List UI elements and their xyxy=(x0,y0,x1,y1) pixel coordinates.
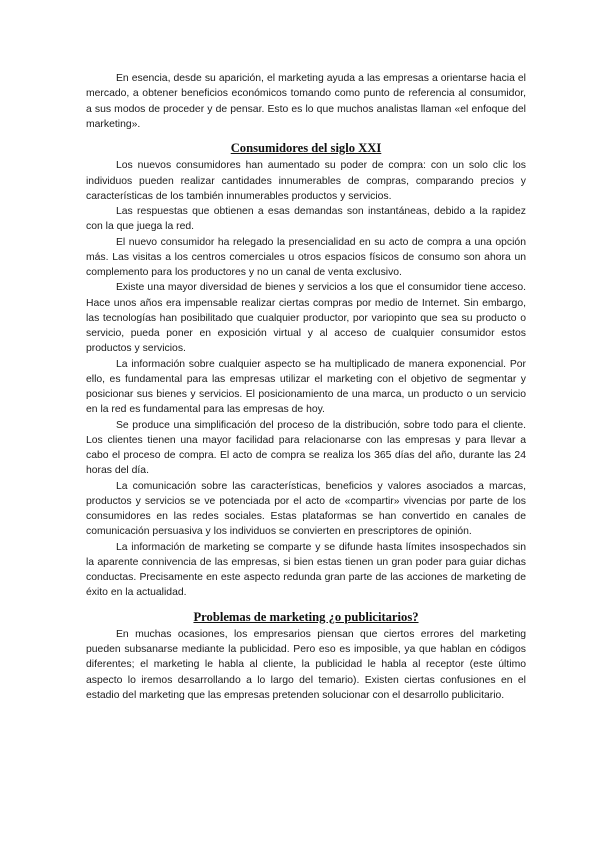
document-body xyxy=(86,71,526,703)
paragraph: La información sobre cualquier aspecto se ha multiplicado de manera exponencial. Por ello, es fundamental para las empresas utilizar el marketing con el objetivo de segmentar y posicionar sus bienes y servicios. El posicionamiento de una marca, un producto o un servicio en la red es fundamental para las empresas de hoy. xyxy=(86,358,526,416)
paragraph: En muchas ocasiones, los empresarios piensan que ciertos errores del marketing pueden subsanarse mediante la publicidad. Pero eso es imposible, ya que hablan en códigos diferentes; el marketing le habla al cliente, la publicidad le habla al receptor (este último aspecto lo iremos desarrollando a lo largo del temario). Existen ciertas confusiones en el estadio del marketing que las empresas pretenden solucionar con el desarrollo publicitario. xyxy=(86,628,526,701)
intro-paragraph: En esencia, desde su aparición, el marketing ayuda a las empresas a orientarse hacia el mercado, a obtener beneficios económicos tomando como punto de referencia al consumidor, a sus modos de proceder y de pensar. Esto es lo que muchos analistas llaman «el enfoque del marketing». xyxy=(86,73,526,130)
section-heading-problemas: Problemas de marketing ¿o publicitarios? xyxy=(193,609,419,624)
paragraph: Las respuestas que obtienen a esas demandas son instantáneas, debido a la rapidez con la que juega la red. xyxy=(86,206,526,233)
paragraph: Se produce una simplificación del proceso de la distribución, sobre todo para el cliente. Los clientes tienen una mayor facilidad para relacionarse con las empresas y para llevar a cabo el proceso de compra. El acto de compra se realiza los 365 días del año, durante las 24 horas del día. xyxy=(86,419,526,477)
paragraph: Los nuevos consumidores han aumentado su poder de compra: con un solo clic los individuos pueden realizar cantidades innumerables de compras, comparando precios y características de los también innumerables productos y servicios. xyxy=(86,160,526,202)
paragraph: La comunicación sobre las características, beneficios y valores asociados a marcas, productos y servicios se ve potenciada por el acto de «compartir» vivencias por parte de los consumidores en las redes sociales. Estas plataformas se han convertido en canales de comunicación persuasiva y los individuos se convierten en prescriptores de opinión. xyxy=(86,480,526,538)
paragraph: La información de marketing se comparte y se difunde hasta límites insospechados sin la aparente connivencia de las empresas, si bien estas tienen un gran poder para guiar dichas conductas. Precisamente en este aspecto redunda gran parte de las acciones de marketing de éxito en la actualidad. xyxy=(86,541,526,599)
paragraph: Existe una mayor diversidad de bienes y servicios a los que el consumidor tiene acceso. Hace unos años era impensable realizar ciertas compras por medio de Internet. Sin embargo, las tecnologías han posibilitado que cualquier productor, por variopinto que sea su producto o servicio, pueda poner en exposición virtual y al acceso de cualquier consumidor estos productos y servicios. xyxy=(86,282,526,355)
section-heading-consumidores: Consumidores del siglo XXI xyxy=(230,141,382,155)
paragraph: El nuevo consumidor ha relegado la presencialidad en su acto de compra a una opción más. Las visitas a los centros comerciales u otros espacios físicos de consumo son ahora un complemento para los productores y no un canal de venta exclusivo. xyxy=(86,236,526,278)
